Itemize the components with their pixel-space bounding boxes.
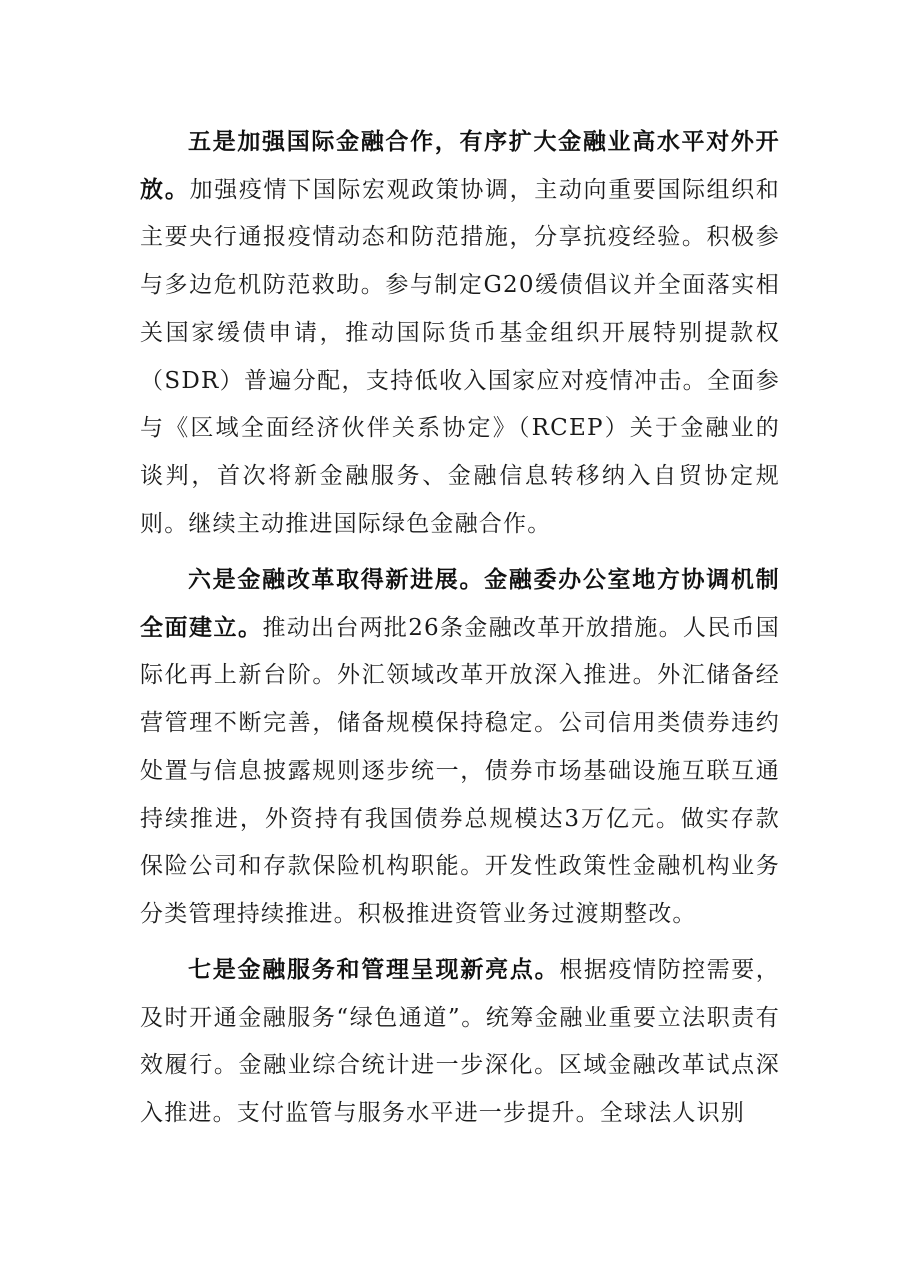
- paragraph-seven-lead: 七是金融服务和管理呈现新亮点。: [188, 957, 560, 983]
- paragraph-seven-body: 根据疫情防控需要，及时开通金融服务“绿色通道”。统筹金融业重要立法职责有效履行。金融业综合统计进一步深化。区域金融改革试点深入推进。支付监管与服务水平进一步提升。全球法人识别: [140, 957, 780, 1127]
- paragraph-six-lead: 六是金融改革取得新进展。金融委办公室地方协调机制全面建立。: [140, 567, 780, 641]
- paragraph-seven: [140, 947, 780, 1138]
- paragraph-five: [140, 119, 780, 548]
- paragraph-five-body: 加强疫情下国际宏观政策协调，主动向重要国际组织和主要央行通报疫情动态和防范措施，分享抗疫经验。积极参与多边危机防范救助。参与制定G20缓债倡议并全面落实相关国家缓债申请，推动国际货币基金组织开展特别提款权（SDR）普遍分配，支持低收入国家应对疫情冲击。全面参与《区域全面经济伙伴关系协定》（RCEP）关于金融业的谈判，首次将新金融服务、金融信息转移纳入自贸协定规则。继续主动推进国际绿色金融合作。: [140, 176, 780, 537]
- paragraph-five-lead: 五是加强国际金融合作，有序扩大金融业高水平对外开放。: [140, 129, 780, 203]
- paragraph-six-body: 推动出台两批26条金融改革开放措施。人民币国际化再上新台阶。外汇领域改革开放深入推进。外汇储备经营管理不断完善，储备规模保持稳定。公司信用类债券违约处置与信息披露规则逐步统一，债券市场基础设施互联互通持续推进，外资持有我国债券总规模达3万亿元。做实存款保险公司和存款保险机构职能。开发性政策性金融机构业务分类管理持续推进。积极推进资管业务过渡期整改。: [140, 614, 780, 927]
- paragraph-six: [140, 557, 780, 939]
